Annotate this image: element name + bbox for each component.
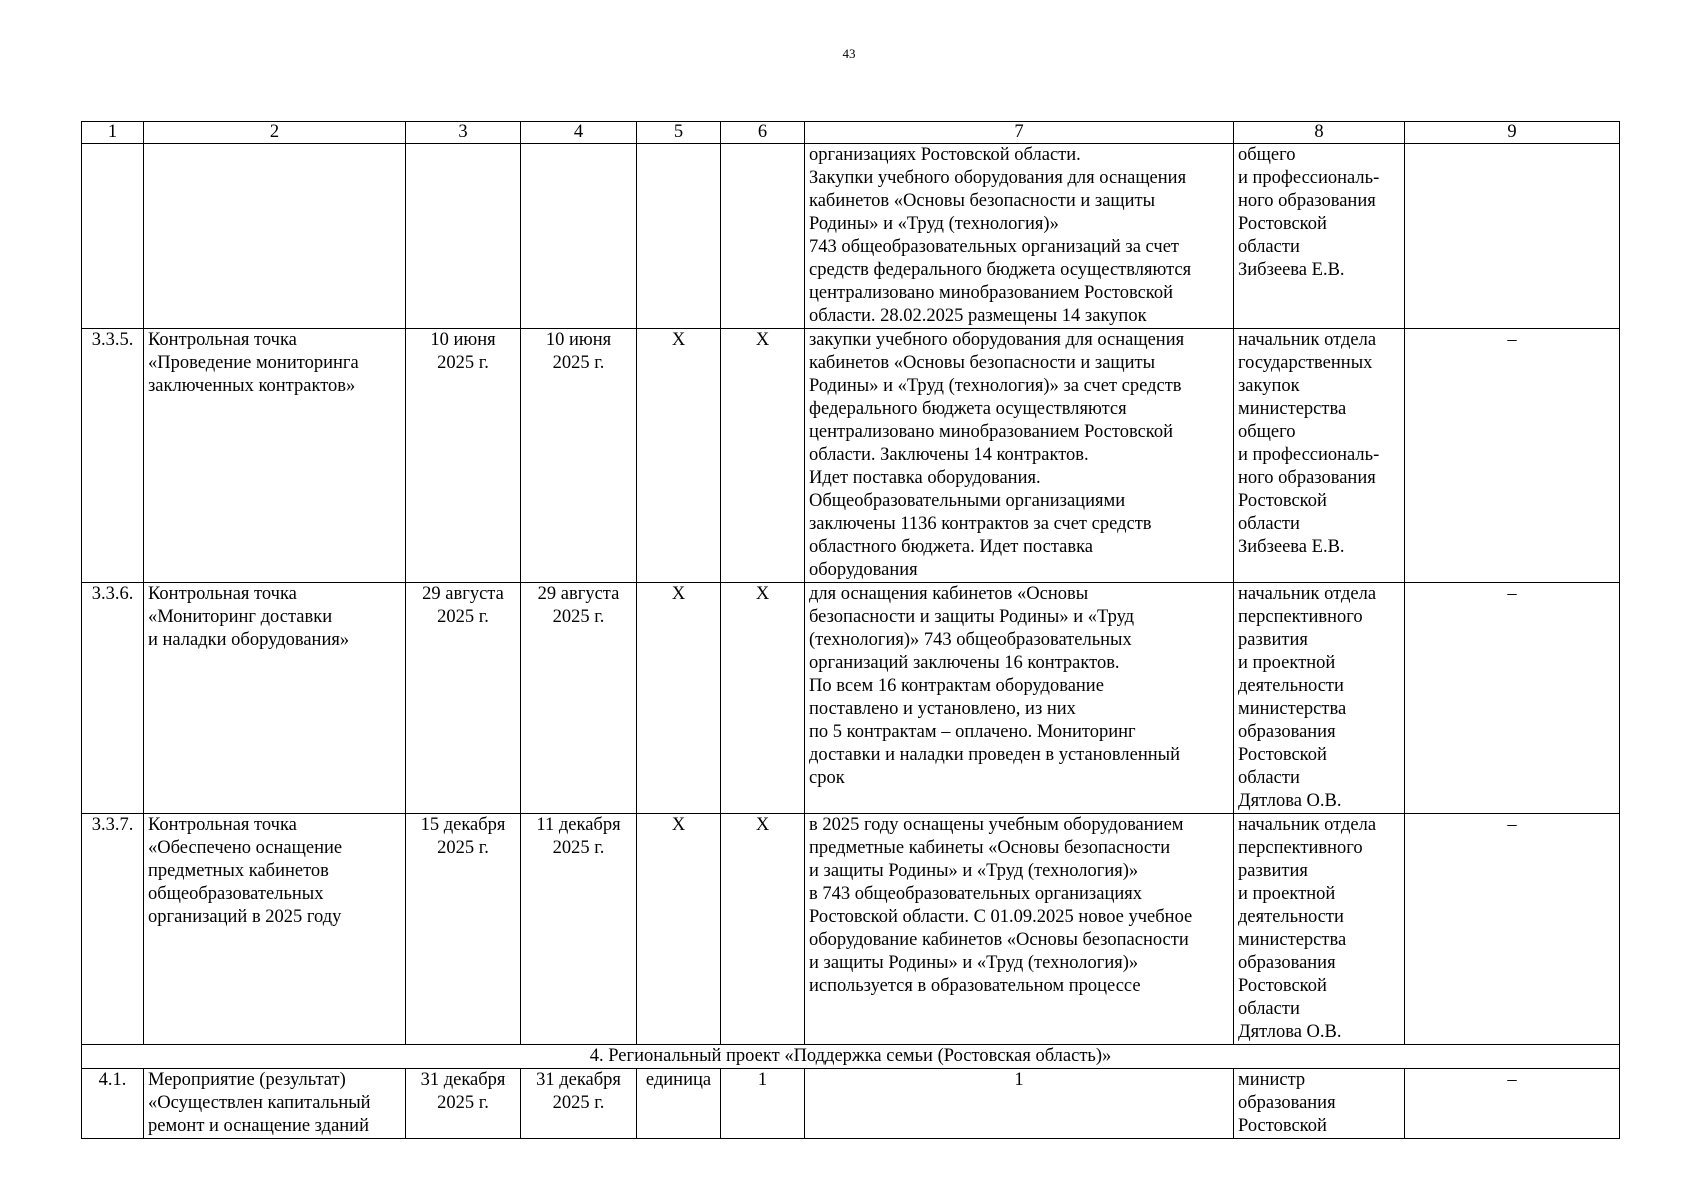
column-header: 7 bbox=[805, 122, 1234, 144]
responsible-cell: общего и профессиональ- ного образования Ростовской области Зибзеева Е.В. bbox=[1234, 144, 1405, 329]
page-number: 43 bbox=[842, 46, 856, 61]
column-header: 8 bbox=[1234, 122, 1405, 144]
column9-cell: – bbox=[1405, 814, 1620, 1045]
column5-cell bbox=[637, 144, 721, 329]
responsible-cell: начальник отдела государственных закупок министерства общего и профессиональ- ного образования Ростовской области Зибзеева Е.В. bbox=[1234, 329, 1405, 583]
row-number-cell: 4.1. bbox=[82, 1069, 144, 1139]
plan-date-cell: 29 августа 2025 г. bbox=[406, 583, 521, 814]
item-name-cell: Контрольная точка «Проведение мониторинга заключенных контрактов» bbox=[144, 329, 406, 583]
column9-cell bbox=[1405, 144, 1620, 329]
table-row bbox=[82, 814, 1620, 1045]
fact-date-cell: 10 июня 2025 г. bbox=[521, 329, 637, 583]
plan-value-cell: 1 bbox=[721, 1069, 805, 1139]
status-text-cell: закупки учебного оборудования для оснащения кабинетов «Основы безопасности и защиты Родины» и «Труд (технология)» за счет средств федерального бюджета осуществляются централизовано минобразованием Ростовской области. Заключены 14 контрактов. Идет поставка оборудования. Общеобразовательными организациями заключены 1136 контрактов за счет средств областного бюджета. Идет поставка оборудования bbox=[805, 329, 1234, 583]
item-name-cell: Контрольная точка «Обеспечено оснащение предметных кабинетов общеобразовательных организаций в 2025 году bbox=[144, 814, 406, 1045]
fact-date-cell: 11 декабря 2025 г. bbox=[521, 814, 637, 1045]
status-text-cell: для оснащения кабинетов «Основы безопасности и защиты Родины» и «Труд (технология)» 743 общеобразовательных организаций заключены 16 контрактов. По всем 16 контрактам оборудование поставлено и установлено, из них по 5 контрактам – оплачено. Мониторинг доставки и наладки проведен в установленный срок bbox=[805, 583, 1234, 814]
column-header: 6 bbox=[721, 122, 805, 144]
table-row bbox=[82, 144, 1620, 329]
plan-date-cell: 10 июня 2025 г. bbox=[406, 329, 521, 583]
column6-cell: Х bbox=[721, 583, 805, 814]
column6-cell bbox=[721, 144, 805, 329]
column9-cell: – bbox=[1405, 329, 1620, 583]
column-header: 5 bbox=[637, 122, 721, 144]
column6-cell: Х bbox=[721, 814, 805, 1045]
plan-date-cell bbox=[406, 144, 521, 329]
fact-date-cell bbox=[521, 144, 637, 329]
column9-cell: – bbox=[1405, 1069, 1620, 1139]
unit-cell: единица bbox=[637, 1069, 721, 1139]
table-row bbox=[82, 583, 1620, 814]
responsible-cell: министр образования Ростовской bbox=[1234, 1069, 1405, 1139]
section-header-row bbox=[82, 1045, 1620, 1069]
column9-cell: – bbox=[1405, 583, 1620, 814]
column5-cell: Х bbox=[637, 329, 721, 583]
column-header: 1 bbox=[82, 122, 144, 144]
item-name-cell: Мероприятие (результат) «Осуществлен капитальный ремонт и оснащение зданий bbox=[144, 1069, 406, 1139]
responsible-cell: начальник отдела перспективного развития и проектной деятельности министерства образования Ростовской области Дятлова О.В. bbox=[1234, 814, 1405, 1045]
column-header: 9 bbox=[1405, 122, 1620, 144]
row-number-cell: 3.3.5. bbox=[82, 329, 144, 583]
fact-date-cell: 31 декабря 2025 г. bbox=[521, 1069, 637, 1139]
status-text-cell: организациях Ростовской области. Закупки учебного оборудования для оснащения кабинетов «Основы безопасности и защиты Родины» и «Труд (технология)» 743 общеобразовательных организаций за счет средств федерального бюджета осуществляются централизовано минобразованием Ростовской области. 28.02.2025 размещены 14 закупок bbox=[805, 144, 1234, 329]
section-title: 4. Региональный проект «Поддержка семьи (Ростовская область)» bbox=[82, 1045, 1620, 1069]
table-row bbox=[82, 329, 1620, 583]
column5-cell: Х bbox=[637, 583, 721, 814]
fact-value-cell: 1 bbox=[805, 1069, 1234, 1139]
row-number-cell: 3.3.6. bbox=[82, 583, 144, 814]
plan-date-cell: 31 декабря 2025 г. bbox=[406, 1069, 521, 1139]
fact-date-cell: 29 августа 2025 г. bbox=[521, 583, 637, 814]
table-row bbox=[82, 1069, 1620, 1139]
responsible-cell: начальник отдела перспективного развития и проектной деятельности министерства образования Ростовской области Дятлова О.В. bbox=[1234, 583, 1405, 814]
row-number-cell: 3.3.7. bbox=[82, 814, 144, 1045]
column5-cell: Х bbox=[637, 814, 721, 1045]
column-header: 3 bbox=[406, 122, 521, 144]
row-number-cell bbox=[82, 144, 144, 329]
item-name-cell: Контрольная точка «Мониторинг доставки и наладки оборудования» bbox=[144, 583, 406, 814]
column-header-row bbox=[82, 122, 1620, 144]
plan-date-cell: 15 декабря 2025 г. bbox=[406, 814, 521, 1045]
status-text-cell: в 2025 году оснащены учебным оборудованием предметные кабинеты «Основы безопасности и защиты Родины» и «Труд (технология)» в 743 общеобразовательных организациях Ростовской области. С 01.09.2025 новое учебное оборудование кабинетов «Основы безопасности и защиты Родины» и «Труд (технология)» используется в образовательном процессе bbox=[805, 814, 1234, 1045]
column6-cell: Х bbox=[721, 329, 805, 583]
item-name-cell bbox=[144, 144, 406, 329]
report-table bbox=[81, 121, 1620, 1139]
column-header: 4 bbox=[521, 122, 637, 144]
column-header: 2 bbox=[144, 122, 406, 144]
